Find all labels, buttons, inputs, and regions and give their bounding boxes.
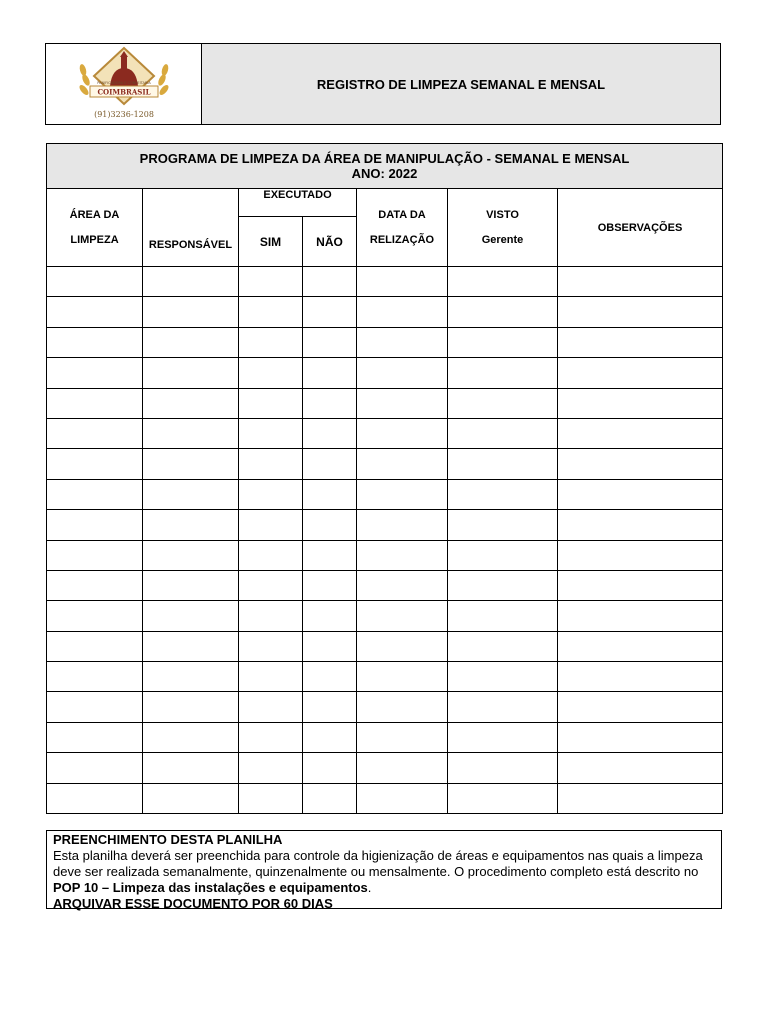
logo-phone: (91)3236-1208 [94,110,154,119]
cell-data[interactable] [357,692,448,722]
cell-observacoes[interactable] [558,297,723,327]
cell-area[interactable] [47,540,143,570]
cell-data[interactable] [357,418,448,448]
bakery-logo [74,46,174,110]
logo-tagline: PANIFICADORA E CONFEITARIA [97,81,151,85]
cell-sim[interactable] [239,358,303,388]
table-row [47,631,723,661]
cell-observacoes[interactable] [558,631,723,661]
table-row [47,388,723,418]
cell-data[interactable] [357,753,448,783]
table-row [47,297,723,327]
cell-data[interactable] [357,358,448,388]
cell-sim[interactable] [239,692,303,722]
table-row [47,510,723,540]
cell-area[interactable] [47,631,143,661]
instructions-period: . [367,880,372,895]
cell-sim[interactable] [239,783,303,813]
cell-sim[interactable] [239,510,303,540]
cell-sim[interactable] [239,570,303,600]
col-visto-line2: Gerente [481,233,524,246]
table-row [47,358,723,388]
cell-nao[interactable] [303,479,357,509]
col-data-line1: DATA DA [378,208,426,221]
instructions-pop: POP 10 – Limpeza das instalações e equipamentos [53,880,368,895]
table-body [47,267,723,814]
cell-observacoes[interactable] [558,267,723,297]
cell-visto[interactable] [448,510,558,540]
document-title: REGISTRO DE LIMPEZA SEMANAL E MENSAL [316,76,606,92]
cell-responsavel[interactable] [143,722,239,752]
cell-sim[interactable] [239,267,303,297]
col-visto [448,189,558,267]
col-data-line2: RELIZAÇÃO [369,233,435,246]
table-row [47,783,723,813]
cell-area[interactable] [47,753,143,783]
cell-area[interactable] [47,783,143,813]
cell-nao[interactable] [303,631,357,661]
cell-observacoes[interactable] [558,783,723,813]
cell-nao[interactable] [303,601,357,631]
cell-area[interactable] [47,570,143,600]
cell-observacoes[interactable] [558,418,723,448]
cell-nao[interactable] [303,510,357,540]
instructions-body: Esta planilha deverá ser preenchida para controle da higienização de áreas e equipamentos nas quais a limpeza deve ser realizada semanalmente, quinzenalmente ou mensalmente. O procedimento completo está descrito no [53,848,703,879]
cell-responsavel[interactable] [143,449,239,479]
instructions-archive: ARQUIVAR ESSE DOCUMENTO POR 60 DIAS [53,896,333,911]
cell-responsavel[interactable] [143,783,239,813]
title-cell [202,44,720,124]
cell-nao[interactable] [303,358,357,388]
cell-area[interactable] [47,358,143,388]
cell-responsavel[interactable] [143,479,239,509]
cell-visto[interactable] [448,662,558,692]
cell-observacoes[interactable] [558,662,723,692]
program-title: PROGRAMA DE LIMPEZA DA ÁREA DE MANIPULAÇÃO - SEMANAL E MENSAL [139,151,630,166]
cell-data[interactable] [357,327,448,357]
cell-observacoes[interactable] [558,601,723,631]
cell-responsavel[interactable] [143,418,239,448]
cell-area[interactable] [47,267,143,297]
cell-nao[interactable] [303,570,357,600]
cell-visto[interactable] [448,388,558,418]
table-row [47,570,723,600]
cell-area[interactable] [47,722,143,752]
cell-data[interactable] [357,388,448,418]
cell-observacoes[interactable] [558,570,723,600]
table-row [47,418,723,448]
cell-visto[interactable] [448,570,558,600]
logo-cell [46,44,202,124]
table-row [47,267,723,297]
cell-sim[interactable] [239,297,303,327]
table-row [47,327,723,357]
cell-data[interactable] [357,601,448,631]
table-row [47,449,723,479]
document-header [45,43,721,125]
cell-visto[interactable] [448,327,558,357]
cell-sim[interactable] [239,631,303,661]
cell-responsavel[interactable] [143,297,239,327]
cell-observacoes[interactable] [558,327,723,357]
cell-nao[interactable] [303,692,357,722]
cell-observacoes[interactable] [558,388,723,418]
cell-visto[interactable] [448,449,558,479]
cell-responsavel[interactable] [143,570,239,600]
instructions-text [53,848,715,896]
table-row [47,479,723,509]
table-row [47,722,723,752]
col-sim: SIM [239,217,303,267]
table-row [47,753,723,783]
cell-nao[interactable] [303,327,357,357]
cell-nao[interactable] [303,783,357,813]
col-executado: EXECUTADO [239,189,357,217]
cell-visto[interactable] [448,358,558,388]
cell-nao[interactable] [303,449,357,479]
cell-data[interactable] [357,783,448,813]
table-row [47,662,723,692]
cell-visto[interactable] [448,692,558,722]
cell-responsavel[interactable] [143,510,239,540]
cell-nao[interactable] [303,267,357,297]
cell-observacoes[interactable] [558,449,723,479]
cell-visto[interactable] [448,540,558,570]
cell-responsavel[interactable] [143,540,239,570]
cell-data[interactable] [357,449,448,479]
cell-data[interactable] [357,570,448,600]
cell-area[interactable] [47,297,143,327]
cell-visto[interactable] [448,297,558,327]
cell-nao[interactable] [303,388,357,418]
cell-nao[interactable] [303,540,357,570]
cell-nao[interactable] [303,662,357,692]
cell-responsavel[interactable] [143,692,239,722]
cell-data[interactable] [357,297,448,327]
table-row [47,601,723,631]
cell-visto[interactable] [448,479,558,509]
cell-visto[interactable] [448,601,558,631]
program-title-cell [47,144,723,189]
cell-area[interactable] [47,449,143,479]
cell-visto[interactable] [448,631,558,661]
cell-observacoes[interactable] [558,358,723,388]
cell-data[interactable] [357,540,448,570]
cell-sim[interactable] [239,388,303,418]
cell-nao[interactable] [303,722,357,752]
cell-responsavel[interactable] [143,267,239,297]
cell-sim[interactable] [239,601,303,631]
cell-responsavel[interactable] [143,753,239,783]
cell-responsavel[interactable] [143,631,239,661]
cell-sim[interactable] [239,540,303,570]
cell-observacoes[interactable] [558,510,723,540]
instructions-heading: PREENCHIMENTO DESTA PLANILHA [53,832,283,847]
col-observacoes: OBSERVAÇÕES [558,189,723,267]
cell-area[interactable] [47,418,143,448]
cell-responsavel[interactable] [143,601,239,631]
cell-observacoes[interactable] [558,753,723,783]
cell-observacoes[interactable] [558,692,723,722]
cell-nao[interactable] [303,418,357,448]
cell-area[interactable] [47,327,143,357]
cell-observacoes[interactable] [558,540,723,570]
table-row [47,692,723,722]
cell-sim[interactable] [239,418,303,448]
cell-area[interactable] [47,388,143,418]
cell-responsavel[interactable] [143,662,239,692]
cell-data[interactable] [357,631,448,661]
col-data [357,189,448,267]
cell-nao[interactable] [303,297,357,327]
cell-nao[interactable] [303,753,357,783]
cell-data[interactable] [357,267,448,297]
cell-visto[interactable] [448,418,558,448]
col-nao: NÃO [303,217,357,267]
cell-sim[interactable] [239,479,303,509]
col-area-line1: ÁREA DA [69,208,120,221]
col-area-line2: LIMPEZA [70,233,119,246]
cell-sim[interactable] [239,662,303,692]
program-year: ANO: 2022 [351,166,418,181]
cleaning-log-table [46,143,723,814]
cell-data[interactable] [357,662,448,692]
cell-data[interactable] [357,479,448,509]
cell-responsavel[interactable] [143,388,239,418]
col-visto-line1: VISTO [486,208,519,221]
cell-data[interactable] [357,722,448,752]
cell-visto[interactable] [448,722,558,752]
col-responsavel: RESPONSÁVEL [143,189,239,267]
cell-observacoes[interactable] [558,722,723,752]
cell-sim[interactable] [239,722,303,752]
cell-area[interactable] [47,692,143,722]
cell-area[interactable] [47,510,143,540]
table-row [47,540,723,570]
cell-observacoes[interactable] [558,479,723,509]
cell-area[interactable] [47,601,143,631]
cell-responsavel[interactable] [143,327,239,357]
cell-visto[interactable] [448,753,558,783]
logo-brand: COIMBRASIL [97,87,151,97]
cell-area[interactable] [47,662,143,692]
cell-responsavel[interactable] [143,358,239,388]
cell-data[interactable] [357,510,448,540]
cell-sim[interactable] [239,327,303,357]
cell-area[interactable] [47,479,143,509]
cell-visto[interactable] [448,783,558,813]
cell-visto[interactable] [448,267,558,297]
instructions-box [46,830,722,909]
col-area [47,189,143,267]
cell-sim[interactable] [239,753,303,783]
cell-sim[interactable] [239,449,303,479]
